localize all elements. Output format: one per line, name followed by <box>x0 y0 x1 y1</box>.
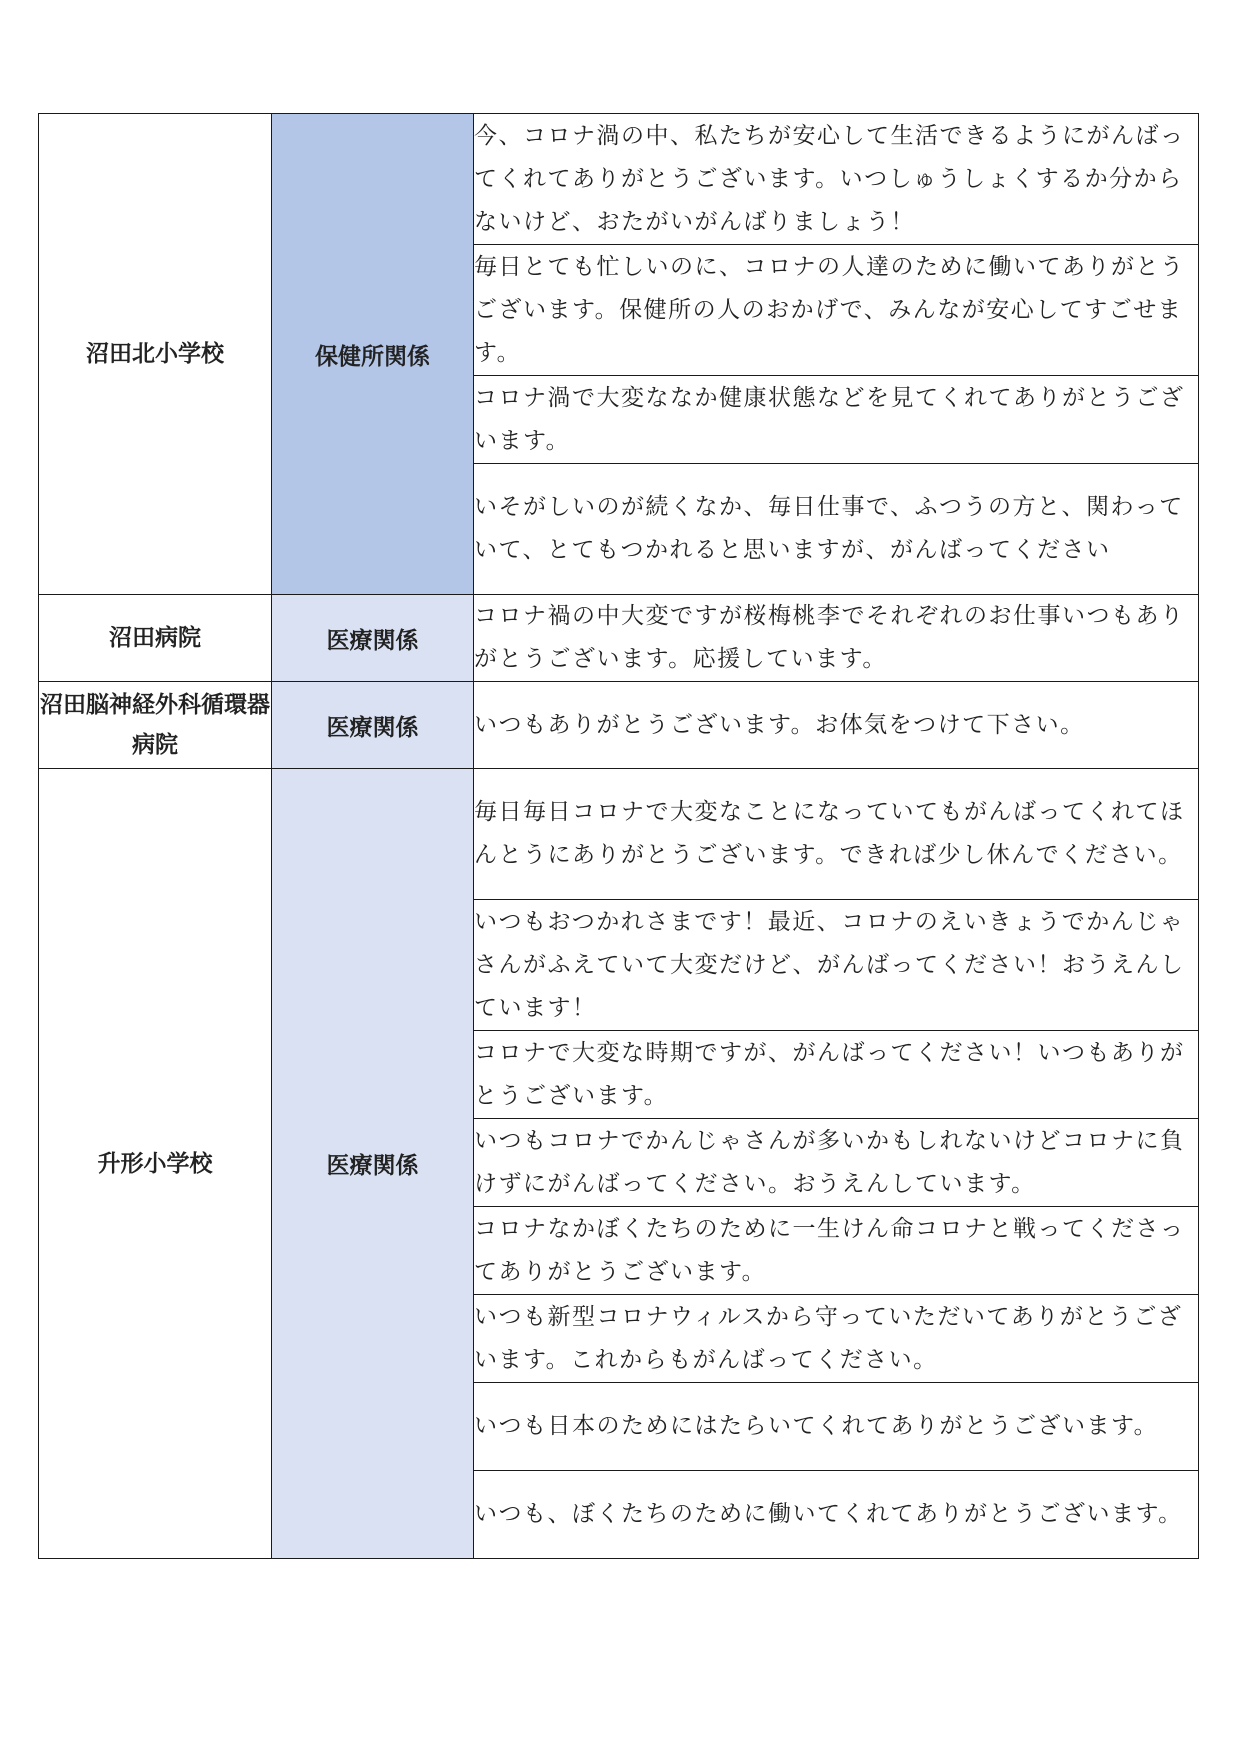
message-cell: 今、コロナ渦の中、私たちが安心して生活できるようにがんばってくれてありがとうございます。いつしゅうしょくするか分からないけど、おたがいがんばりましょう！ <box>474 114 1199 245</box>
message-cell: コロナなかぼくたちのために一生けん命コロナと戦ってくださってありがとうございます。 <box>474 1207 1199 1295</box>
category-label: 医療関係 <box>272 682 474 769</box>
table-row <box>39 682 1199 769</box>
message-cell: いつもおつかれさまです！最近、コロナのえいきょうでかんじゃさんがふえていて大変だけど、がんばってください！おうえんしています！ <box>474 900 1199 1031</box>
school-name: 沼田脳神経外科循環器病院 <box>39 682 272 769</box>
message-cell: いつも日本のためにはたらいてくれてありがとうございます。 <box>474 1383 1199 1471</box>
category-label: 医療関係 <box>272 769 474 1559</box>
table-row <box>39 114 1199 245</box>
message-cell: いつも、ぼくたちのために働いてくれてありがとうございます。 <box>474 1471 1199 1559</box>
message-cell: いつもありがとうございます。お体気をつけて下さい。 <box>474 682 1199 769</box>
message-cell: 毎日とても忙しいのに、コロナの人達のために働いてありがとうございます。保健所の人のおかげで、みんなが安心してすごせます。 <box>474 245 1199 376</box>
message-cell: いつもコロナでかんじゃさんが多いかもしれないけどコロナに負けずにがんばってください。おうえんしています。 <box>474 1119 1199 1207</box>
school-name: 升形小学校 <box>39 769 272 1559</box>
message-cell: コロナ渦で大変ななか健康状態などを見てくれてありがとうございます。 <box>474 376 1199 464</box>
category-label: 医療関係 <box>272 595 474 682</box>
message-cell: いつも新型コロナウィルスから守っていただいてありがとうございます。これからもがんばってください。 <box>474 1295 1199 1383</box>
message-cell: コロナで大変な時期ですが、がんばってください！いつもありがとうございます。 <box>474 1031 1199 1119</box>
table-row <box>39 595 1199 682</box>
message-cell: コロナ禍の中大変ですが桜梅桃李でそれぞれのお仕事いつもありがとうございます。応援しています。 <box>474 595 1199 682</box>
school-name: 沼田病院 <box>39 595 272 682</box>
message-cell: いそがしいのが続くなか、毎日仕事で、ふつうの方と、関わっていて、とてもつかれると思いますが、がんばってください <box>474 464 1199 595</box>
table-row <box>39 769 1199 900</box>
message-table <box>38 113 1199 1559</box>
message-cell: 毎日毎日コロナで大変なことになっていてもがんばってくれてほんとうにありがとうございます。できれば少し休んでください。 <box>474 769 1199 900</box>
school-name: 沼田北小学校 <box>39 114 272 595</box>
category-label: 保健所関係 <box>272 114 474 595</box>
